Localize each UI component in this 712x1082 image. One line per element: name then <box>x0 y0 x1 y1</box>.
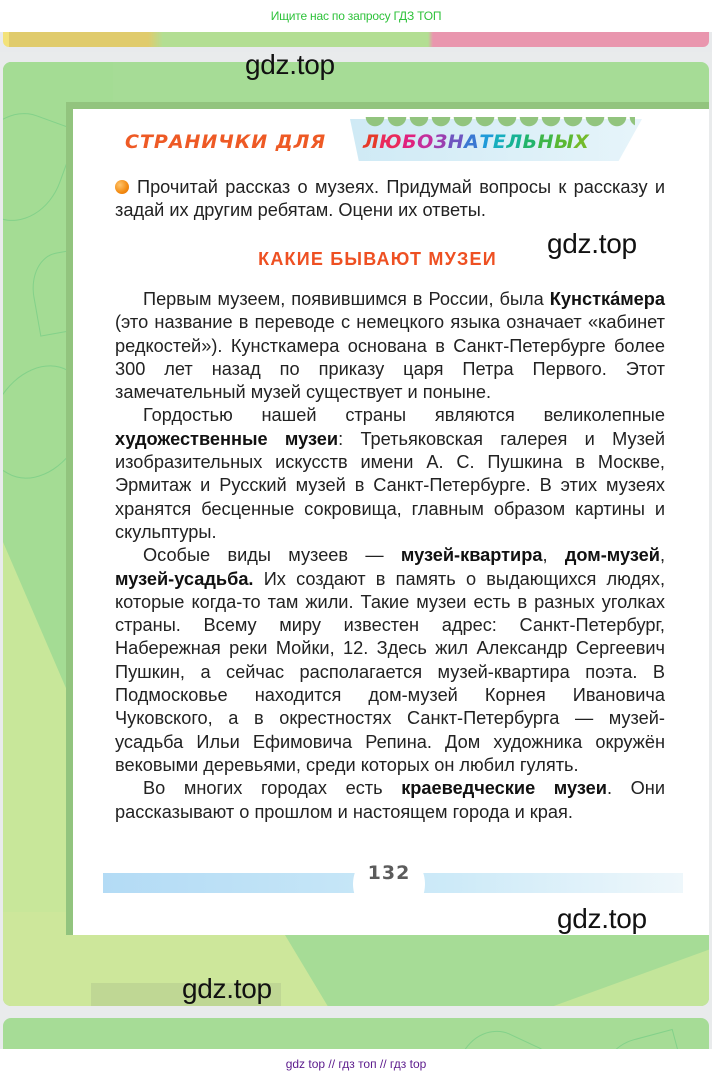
search-hint-banner: Ищите нас по запросу ГДЗ ТОП <box>0 0 712 32</box>
watermark: gdz.top <box>245 49 335 80</box>
article-title: КАКИЕ БЫВАЮТ МУЗЕИ <box>258 249 497 269</box>
task-text: Прочитай рассказ о музеях. Придумай вопросы к рассказу и задай их другим ребятам. Оцени их ответы. <box>115 177 665 221</box>
heading-letter: Е <box>492 131 507 153</box>
watermark: gdz.top <box>182 973 272 1004</box>
section-heading-part2 <box>363 131 589 153</box>
watermark: gdz.top <box>557 903 647 934</box>
heading-letter: Т <box>479 131 493 153</box>
heading-letter: О <box>417 131 434 153</box>
footer-banner: gdz top // гдз топ // гдз top <box>0 1049 712 1082</box>
article-body <box>115 288 665 824</box>
section-heading-part1: СТРАНИЧКИ ДЛЯ <box>125 131 327 153</box>
section-heading <box>125 123 665 163</box>
heading-letter: Ю <box>379 131 403 153</box>
heading-letter: Ь <box>522 131 538 153</box>
heading-letter: Н <box>447 131 465 153</box>
heading-letter: Х <box>574 131 590 153</box>
page-number-badge <box>353 848 425 920</box>
heading-letter: А <box>464 131 480 153</box>
paragraph-memorial-museums: Особые виды музеев — музей-квартира, дом-музей, музей-усадьба. Их создают в память о выдающихся людях, которые когда-то там жили. Такие музеи есть в разных уголках страны. Всему миру известен адрес: Санкт-Петербург, Набережная реки Мойки, 12. Здесь жил Александр Сергеевич Пушкин, а сейчас располагается музей-квартира поэта. В Подмосковье находится дом-музей Корнея Ивановича Чуковского, а в окрестностях Санкт-Петербурга — музей-усадьба Ильи Ефимовича Репина. Дом художника окружён вековыми деревьями, среди которых он любил гулять. <box>115 545 666 775</box>
heading-ribbon-scallops <box>365 117 635 127</box>
page-number: 132 <box>367 862 411 884</box>
previous-page-card <box>0 32 712 52</box>
watermark: gdz.top <box>547 228 637 259</box>
heading-letter: Н <box>537 131 554 153</box>
orange-ball-icon <box>115 180 129 194</box>
heading-letter: З <box>433 131 448 153</box>
heading-letter: Л <box>363 131 380 153</box>
task-instruction <box>115 176 665 223</box>
paragraph-art-museums: Гордостью нашей страны являются великолепные художественные музеи: Третьяковская галерея и Музей изобразительных искусств имени А. С. Пушкина в Москве, Эрмитаж и Русский музей в Санкт-Петербурге. В этих музеях хранятся бесценные сокровища, главным образом картины и скульптуры. <box>115 405 665 542</box>
heading-letter: Б <box>402 131 418 153</box>
heading-letter: Л <box>506 131 523 153</box>
paragraph-kunstkamera: Первым музеем, появившимся в России, была Кунстка́мера (это название в переводе с немецкого языка означает «кабинет редкостей»). Кунсткамера основана в Санкт-Петербурге более 300 лет назад по приказу царя Петра Первого. Этот замечательный музей существует и поныне. <box>115 289 665 403</box>
paragraph-local-history-museums: Во многих городах есть краеведческие музеи. Они рассказывают о прошлом и настоящем города и края. <box>115 778 665 822</box>
heading-letter: Ы <box>553 131 575 153</box>
